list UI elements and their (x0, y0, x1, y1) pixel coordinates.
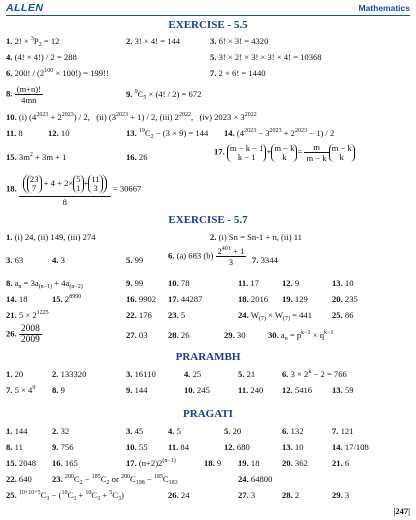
prarambh-answer-13: 13. 59 (332, 385, 354, 395)
ex57-answer-16: 16. 9902 (126, 294, 157, 304)
ex57-answer-25: 25. 86 (332, 310, 354, 320)
pragati-answer-8: 8. 11 (6, 442, 23, 452)
ex55-answer-3: 3. 6! × 3! = 4320 (210, 36, 269, 46)
prarambh-answer-5: 5. 21 (238, 369, 256, 379)
ex57-answer-8: 8. $a_n = 3a_{(n-1)} + 4a_{(n-2)}$ (6, 278, 83, 290)
pragati-answer-22: 22. 640 (6, 474, 32, 484)
pragati-answer-16: 16. 165 (52, 458, 78, 468)
section-title-prarambh: PRARAMBH (175, 351, 241, 363)
pragati-answer-5: 5. 20 (224, 426, 242, 436)
pragati-answer-28: 28. 2 (282, 490, 300, 500)
section-title-ex57: EXERCISE - 5.7 (168, 214, 248, 226)
pragati-answer-18: 18. 9 (204, 458, 222, 468)
section-title-pragati: PRAGATI (183, 408, 233, 420)
ex57-answer-2: 2. (i) Sn = Sn-1 + n, (ii) 11 (210, 232, 302, 242)
pragati-answer-23: 23. $^{200}C_2 - ^{185}C_2$ or $^{200}C_{198} - ^{185}C_{183}$ (52, 474, 178, 486)
ex57-answer-7: 7. 3344 (252, 255, 278, 265)
ex57-answer-9: 9. 99 (126, 278, 144, 288)
ex57-answer-20: 20. 235 (332, 294, 358, 304)
ex57-answer-14: 14. 18 (6, 294, 28, 304)
ex55-answer-4: 4. (4! × 4!) / 2 = 288 (6, 52, 77, 62)
ex57-answer-11: 11. 17 (238, 278, 260, 288)
ex57-answer-26: 26. $\frac{2008}{2009}$ (6, 324, 40, 345)
pragati-answer-6: 6. 132 (282, 426, 304, 436)
ex55-answer-9: 9. $^9C_5 \times (4$! / 2) = 672 (126, 89, 202, 101)
prarambh-answer-1: 1. 20 (6, 369, 24, 379)
ex57-answer-19: 19. 129 (282, 294, 308, 304)
ex55-answer-17: 17. m − k − 1 k − 1 + m − k k = $\frac{m}{m - k}$ m − k k (214, 142, 355, 163)
prarambh-answer-4: 4. 25 (184, 369, 202, 379)
ex55-answer-6: 6. 200! / $(2^{100} \times 100!) = 199$!! (6, 68, 109, 78)
header-rule (6, 15, 410, 16)
pragati-answer-7: 7. 121 (332, 426, 354, 436)
pragati-answer-25: 25. $^{10+10+5}C_3 - (^{10}C_3 + ^{10}C_3 + ^5C_3)$ (6, 490, 124, 502)
ex55-answer-2: 2. 3! × 4! = 144 (126, 36, 181, 46)
ex57-answer-22: 22. 176 (126, 310, 152, 320)
ex57-answer-12: 12. 9 (282, 278, 300, 288)
pragati-answer-11: 11. 84 (168, 442, 190, 452)
ex57-answer-1: 1. (i) 24, (ii) 149, (iii) 274 (6, 232, 96, 242)
pragati-answer-12: 12. 680 (224, 442, 250, 452)
prarambh-answer-10: 10. 245 (184, 385, 210, 395)
ex55-answer-11: 11. 8 (6, 128, 23, 138)
prarambh-answer-9: 9. 144 (126, 385, 148, 395)
ex57-answer-30: 30. $a_n = p^{k-1} \times q^{k-1}$ (268, 330, 334, 342)
ex57-answer-18: 18. 2016 (238, 294, 269, 304)
ex57-answer-24: 24. $W_{(7)} \times W_{(7)} = 441$ (238, 310, 313, 322)
ex57-answer-29: 29. 30 (224, 330, 246, 340)
ex57-answer-28: 28. 26 (168, 330, 190, 340)
ex57-answer-17: 17. 44287 (168, 294, 203, 304)
ex55-answer-16: 16. 26 (126, 152, 148, 162)
page-header (6, 2, 410, 15)
pragati-answer-4: 4. 5 (168, 426, 181, 436)
pragati-answer-24: 24. 64800 (238, 474, 273, 484)
pragati-answer-21: 21. 6 (332, 458, 350, 468)
pragati-answer-9: 9. 756 (52, 442, 74, 452)
pragati-answer-10: 10. 55 (126, 442, 148, 452)
prarambh-answer-12: 12. 5416 (282, 385, 313, 395)
ex57-answer-3: 3. 63 (6, 255, 24, 265)
ex55-answer-14: 14. $(4^{2023} - 3^{2023} + 2^{2023} - 1) / 2$ (224, 128, 335, 138)
pragati-answer-14: 14. 17/108 (332, 442, 369, 452)
ex55-answer-12: 12. 10 (48, 128, 70, 138)
ex55-answer-10: 10. (i) $(4^{2023} + 2^{2023}) / 2$, (ii) $(3^{2023} + 1) / 2$, (iii) $2^{2022}$, (iv) $2023 \times 3^{2022}$ (6, 112, 257, 122)
ex57-answer-6: 6. (a) 683 (b) $\frac{2^{401} + 1}{3}$ (168, 246, 245, 267)
prarambh-answer-3: 3. 16110 (126, 369, 156, 379)
ex57-answer-21: 21. $5 \times 2^{1225}$ (6, 310, 49, 320)
ex57-answer-13: 13. 10 (332, 278, 354, 288)
pragati-answer-15: 15. 2048 (6, 458, 37, 468)
ex57-answer-4: 4. 3 (52, 255, 65, 265)
pragati-answer-3: 3. 45 (126, 426, 144, 436)
section-title-ex55: EXERCISE - 5.5 (168, 19, 248, 31)
ex57-answer-10: 10. 78 (168, 278, 190, 288)
pragati-answer-20: 20. 362 (282, 458, 308, 468)
ex55-answer-7: 7. 2 × 6! = 1440 (210, 68, 266, 78)
page-number: |247| (393, 506, 410, 516)
prarambh-answer-6: 6. $3 \times 2^k - 2 = 766$ (282, 369, 347, 379)
prarambh-answer-7: 7. $5 \times 4^9$ (6, 385, 36, 395)
pragati-answer-27: 27. 3 (238, 490, 256, 500)
ex55-answer-18: 18. 23 7 + 4 + 2× 5 1 + 11 3 8 = 30667 (6, 174, 142, 207)
ex57-answer-5: 5. 99 (126, 255, 144, 265)
brand-logo: ALLEN (6, 2, 44, 14)
prarambh-answer-11: 11. 240 (238, 385, 264, 395)
ex55-answer-5: 5. 3! × 2! × 3! × 3! × 4! = 10368 (210, 52, 322, 62)
pragati-answer-19: 19. 18 (238, 458, 260, 468)
ex55-answer-15: 15. $3m^2 + 3m + 1$ (6, 152, 67, 162)
ex55-answer-13: 13. $^{19}C_2 - (3 \times 9) = 144$ (126, 128, 209, 140)
pragati-answer-29: 29. 3 (332, 490, 350, 500)
pragati-answer-1: 1. 144 (6, 426, 28, 436)
pragati-answer-2: 2. 32 (52, 426, 70, 436)
ex55-answer-8: 8. $\frac{(m+n)!}{4mn}$ (6, 84, 42, 105)
ex55-answer-1: 1. 2! × $^3P_2 = 12$ (6, 36, 60, 48)
pragati-answer-26: 26. 24 (168, 490, 190, 500)
pragati-answer-13: 13. 10 (282, 442, 304, 452)
ex57-answer-15: 15. $2^{8990}$ (52, 294, 82, 304)
prarambh-answer-2: 2. 133320 (52, 369, 87, 379)
pragati-answer-17: 17. $(n+2)2^{(n-1)}$ (126, 458, 176, 468)
prarambh-answer-8: 8. 9 (52, 385, 65, 395)
ex57-answer-23: 23. 5 (168, 310, 186, 320)
subject-title: Mathematics (358, 3, 410, 13)
ex57-answer-27: 27. 03 (126, 330, 148, 340)
